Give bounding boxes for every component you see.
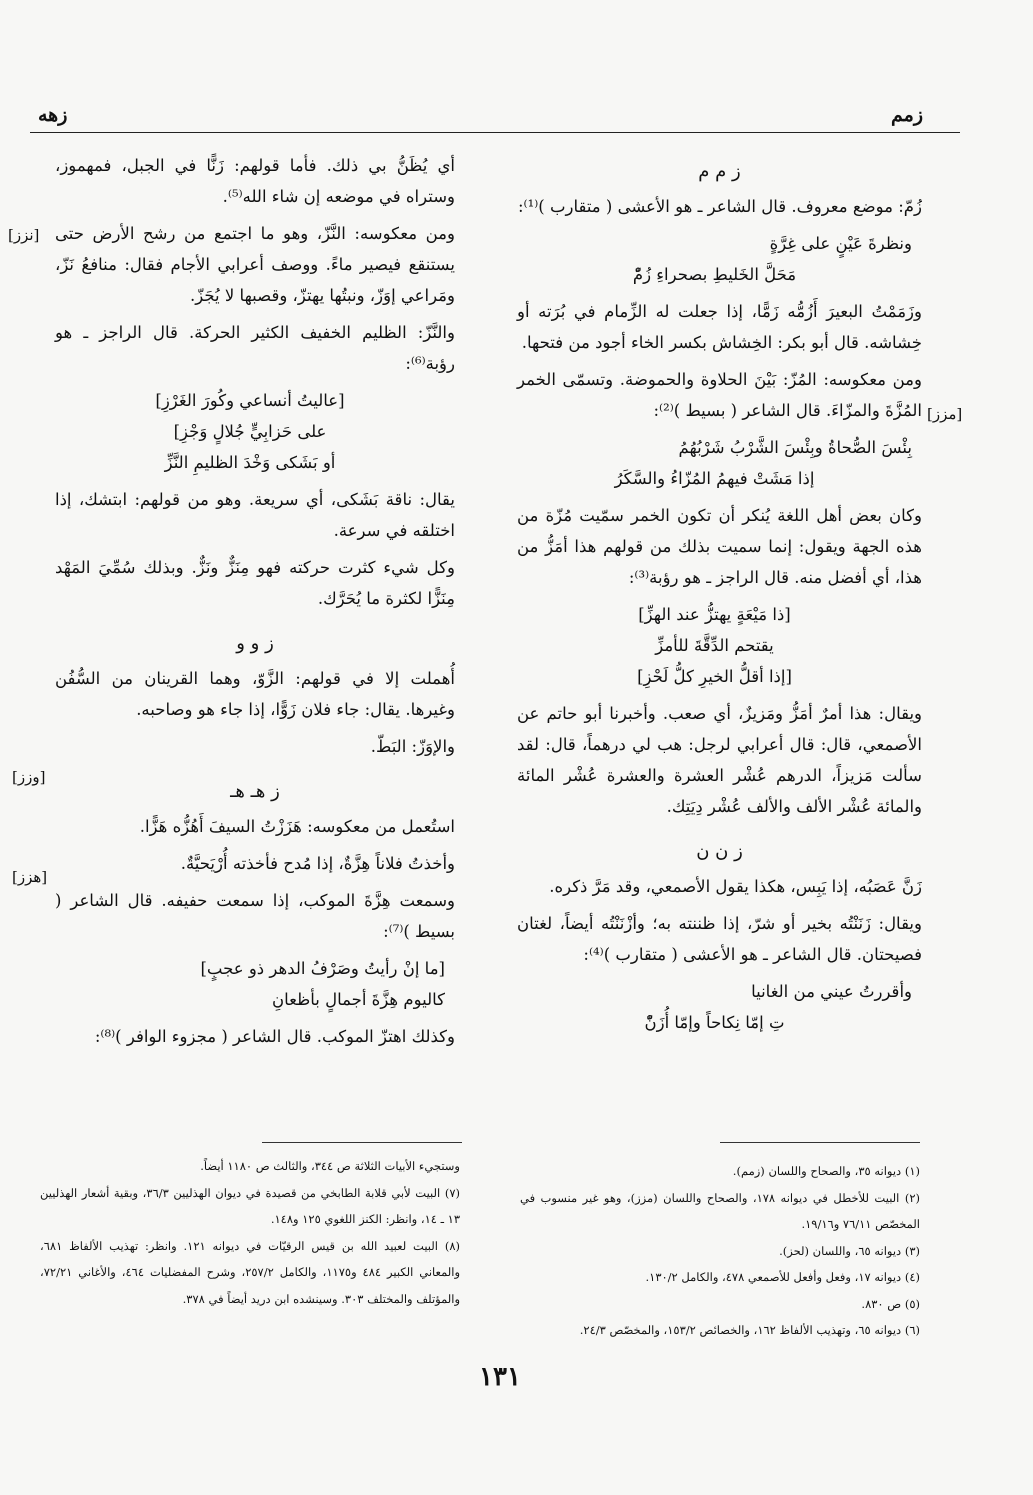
- verse-line: إذا مَشَتْ فيهمُ المُزّاءُ والسَّكَرُ: [614, 469, 815, 488]
- footnote: (٥) ص ٨٣٠.: [861, 1296, 920, 1311]
- verse-line: وأقررتُ عيني من الغانيا: [751, 982, 912, 1001]
- header-rule: [30, 132, 960, 133]
- footnote: (٢) البيت للأخطل في ديوانه ١٧٨، والصحاح واللسان (مزز)، وهو غير منسوب في المخصّص ٧٦/١١ و١٩/١٦.: [520, 1190, 920, 1231]
- paragraph: أُهملت إلا في قولهم: الزَّوّ، وهما القرينان من السُّفُن وغيرها. يقال: جاء فلان زَوًّا، إذا جاء هو وصاحبه.: [55, 669, 455, 719]
- verse-line: [عاليتُ أنساعي وكُورَ الغَرْزِ]: [155, 391, 345, 410]
- verse-line: بِئْسَ الصُّحاةُ وبِئْسَ الشَّرْبُ شَرْبُهُمُ: [678, 438, 912, 457]
- verse: [517, 976, 922, 1038]
- paragraph: والإوَزّ: البَطّ.: [370, 737, 455, 756]
- paragraph: وزَمَمْتُ البعيرَ أَزُمُّه زَمًّا، إذا جعلت له الزِّمام في بُرَته أو خِشاشه. قال أبو بكر: الخِشاش بكسر الخاء أجود من فتحها.: [517, 302, 922, 352]
- footnote: (٣) ديوانه ٦٥، واللسان (لحز).: [779, 1243, 920, 1258]
- left-column: [55, 150, 455, 1058]
- paragraph: وأخذتُ فلاناً هِزَّةٌ، إذا مُدح فأخذته أُرْيَحيَّةٌ.: [180, 854, 455, 873]
- root-tag: [نزز]: [8, 226, 40, 244]
- paragraph: استُعمل من معكوسه: هَزَزْتُ السيفَ أَهُزُّه هَزًّا.: [139, 817, 455, 836]
- right-column: [517, 150, 922, 1044]
- verse: [55, 385, 455, 478]
- verse-line: [ما إنْ رأيتُ وصَرْفُ الدهر ذو عجبٍ]: [200, 959, 445, 978]
- paragraph: وكل شيء كثرت حركته فهو مِنَزٌّ ونَزٌّ. وبذلك سُمِّيَ المَهْد مِنَزًّا لكثرة ما يُحَرَّك.: [55, 558, 455, 608]
- footnotes-left: [40, 1153, 460, 1312]
- footnote: وستجيء الأبيات الثلاثة ص ٣٤٤، والثالث ص ١١٨٠ أيضاً.: [200, 1159, 460, 1173]
- paragraph: ويقال: زَنَنْتُه بخير أو شرّ، إذا ظننته به؛ وأزْنَنْتُه أيضاً، لغتان فصيحتان. قال الشاعر ـ هو الأعشى ( متقارب )⁽⁴⁾:: [517, 914, 922, 964]
- verse: [517, 599, 922, 692]
- footnote: (١) ديوانه ٣٥، والصحاح واللسان (زمم).: [732, 1164, 920, 1178]
- root-tag: [وزز]: [12, 768, 46, 786]
- entry-heading: ز و و: [236, 633, 274, 654]
- page-number: ١٣١: [479, 1362, 521, 1392]
- verse: [517, 228, 922, 290]
- verse-line: [إذا أقلُّ الخيرِ كلُّ لَحْزِ]: [637, 667, 792, 686]
- entry-heading: ز ن ن: [696, 841, 743, 862]
- footnote: (٦) ديوانه ٦٥، وتهذيب الألفاظ ١٦٢، والخصائص ١٥٣/٢، والمخصّص ٢٤/٣.: [579, 1323, 920, 1337]
- footnote: (٧) البيت لأبي قلابة الطابخي من قصيدة في ديوان الهذليين ٣٦/٣، وبقية أشعار الهذليين ١٣ ـ ١٤، وانظر: الكنز اللغوي ١٢٥ و١٤٨.: [40, 1185, 460, 1226]
- root-tag: [هزز]: [12, 868, 48, 886]
- verse-line: مَحَلَّ الخَليطِ بصحراءِ زُمّْ: [632, 265, 797, 284]
- verse-line: تِ إمّا نِكاحاً وإمّا أُزَنّْ: [644, 1013, 785, 1032]
- verse-line: [ذا مَيْعَةٍ يهتزُّ عند الهزِّ]: [638, 605, 791, 624]
- paragraph: أي يُظَنُّ بي ذلك. فأما قولهم: زَنًّا في الجبل، فمهموز، وستراه في موضعه إن شاء الله⁽⁵⁾.: [55, 156, 455, 206]
- verse: [517, 432, 922, 494]
- entry-heading: ز هـ هـ: [230, 781, 280, 802]
- footnote-rule: [720, 1142, 920, 1143]
- paragraph: زُمّ: موضع معروف. قال الشاعر ـ هو الأعشى ( متقارب )⁽¹⁾:: [517, 197, 922, 216]
- footnotes-right: [520, 1158, 920, 1344]
- footnote: (٤) ديوانه ١٧، وفعل وأفعل للأصمعي ٤٧٨، والكامل ١٣٠/٢.: [645, 1270, 920, 1284]
- verse-line: أو بَشَكى وَخْدَ الظليمِ النَّزِّ: [164, 453, 336, 472]
- paragraph: ومن معكوسه: المُزّ: بَيْنَ الحلاوة والحموضة. وتسمّى الخمر المُزَّةَ والمزّاءَ. قال الشاعر ( بسيط )⁽²⁾:: [517, 370, 922, 420]
- running-header-right: زمم: [891, 104, 923, 126]
- paragraph: والنَّزّ: الظليم الخفيف الكثير الحركة. قال الراجز ـ هو رؤبة⁽⁶⁾:: [55, 323, 455, 373]
- footnote: (٨) البيت لعبيد الله بن قيس الرقيّات في ديوانه ١٢١. وانظر: تهذيب الألفاظ ٦٨١، والمعاني الكبير ٤٨٤ و١١٧٥، والكامل ٢٥٧/٢، وشرح المفضليات ٤٦٤، والأغاني ٧٢/٢١، والمؤتلف والمختلف ٣٠٣. وسينشده ابن دريد أيضاً في ٣٧٨.: [40, 1238, 461, 1306]
- paragraph: وكذلك اهتزّ الموكب. قال الشاعر ( مجزوء الوافر )⁽⁸⁾:: [94, 1027, 455, 1046]
- paragraph: ويقال: هذا أمرٌ أمَزُّ ومَزيزٌ، أي صعب. وأخبرنا أبو حاتم عن الأصمعي، قال: قال أعرابي لرجل: هب لي درهماً، قال: لقد سألت مَزيزاً، الدرهم عُشْر العشرة والعشرة عُشْر المائة والمائة عُشْر الألف والألف عُشْر دِيَتِك.: [517, 704, 922, 816]
- entry-heading: ز م م: [698, 161, 741, 182]
- paragraph: ومن معكوسه: النَّزّ، وهو ما اجتمع من رشح الأرض حتى يستنقع فيصير ماءً. ووصف أعرابي الأجام فقال: منافعُ نَزّ، ومَراعي إوَزّ، ونبتُها يهتزّ، وقصبها لا يُجَزّ.: [55, 224, 455, 305]
- verse: [55, 953, 455, 1015]
- verse-line: على حَزابِيٍّ جُلالٍ وَجْزِ]: [173, 422, 327, 441]
- paragraph: يقال: ناقة بَشَكى، أي سريعة. وهو من قولهم: ابتشك، إذا اختلقه في سرعة.: [55, 490, 455, 540]
- running-header-left: زهه: [38, 104, 68, 126]
- verse-line: يقتحم الدِّقَّةَ للأمزِّ: [655, 636, 774, 655]
- verse-line: ونظرةَ عَيْنٍ على غِرَّةٍ: [769, 234, 912, 253]
- paragraph: وكان بعض أهل اللغة يُنكر أن تكون الخمر سمّيت مُزّة من هذه الجهة ويقول: إنما سميت بذلك من قولهم هذا أمَزُّ من هذا، أي أفضل منه. قال الراجز ـ هو رؤبة⁽³⁾:: [517, 506, 922, 587]
- paragraph: وسمعت هِزَّةَ الموكب، إذا سمعت حفيفه. قال الشاعر ( بسيط )⁽⁷⁾:: [55, 891, 455, 941]
- root-tag: [مزز]: [927, 405, 963, 423]
- paragraph: زَنَّ عَصَبُه، إذا يَبِس، هكذا يقول الأصمعي، وقد مَرَّ ذكره.: [549, 877, 922, 896]
- verse-line: كاليوم هِزَّةَ أجمالٍ بأظعانِ: [271, 990, 445, 1009]
- footnote-rule: [262, 1142, 462, 1143]
